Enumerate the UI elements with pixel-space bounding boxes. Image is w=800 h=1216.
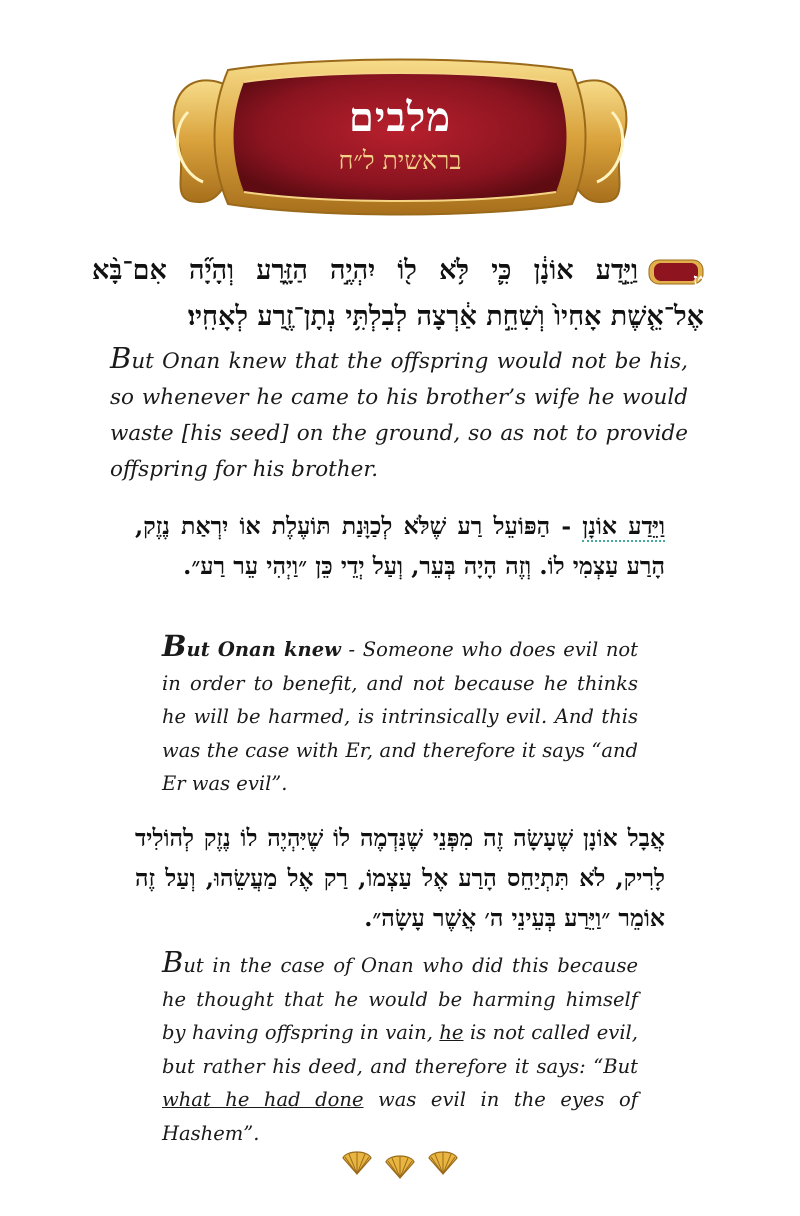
commentary-2-dropcap: B [162,945,184,979]
shell-icon [383,1152,417,1180]
hebrew-verse [92,248,704,340]
commentary-2-underlined: what he had done [162,1088,364,1111]
commentary-1-hebrew-text: - הַפּוֹעֵל רַע שֶׁלֹּא לְכַוָּנַת תּוֹעֶלֶת אוֹ יִרְאַת נֶזֶק, הָרַע עַצְמִי לוֹ. וְזֶה הָיָה בְּעֵר, וְעַל יְדֵי כֵּן ״וַיְהִי עֵר רַע״. [135,512,665,580]
verse-line-1 [92,248,704,294]
commentary-2-text-part2: is not called evil, but rather his deed, and therefore it says: “But [162,1021,638,1078]
commentary-1-english-text: - Someone who does evil not in order to benefit, and not because he thinks he will be harmed, is intrinsically evil. And this was the case with Er, and therefore it says “and Er was evil”. [162,638,638,795]
banner-subtitle: בראשית ל״ח [338,146,462,175]
commentary-1-english-lead: ut Onan knew [186,638,341,661]
banner-title: מלבים [348,94,452,141]
verse-number: ט [693,269,704,291]
english-commentary-2 [162,946,638,1150]
commentary-1-lead: וַיֵּדַע אוֹנָן [582,512,665,540]
title-banner [158,52,642,222]
hebrew-commentary-1 [135,506,665,586]
commentary-1-dropcap: B [162,629,187,663]
footer-ornament [340,1144,460,1180]
verse-translation-text: ut Onan knew that the offspring would not be his, so whenever he came to his brother’s wife he would waste [his seed] on the ground, so as not to provide offspring for his brother. [110,349,688,482]
commentary-2-text-part1: ut in the case of Onan who did this because he thought that he would be harming himself by having offspring in vain, [162,954,638,1044]
verse-line-2: אֶל־אֵ֤שֶׁת אָחִיו֙ וְשִׁחֵ֣ת אַ֔רְצָה לְבִלְתִּ֥י נְתָן־זֶ֖רַע לְאָחִֽיו׃ [188,301,704,332]
shell-icon [340,1148,374,1176]
verse-translation [110,340,688,488]
commentary-2-he: he [439,1021,464,1044]
hebrew-commentary-2: אֲבָל אוֹנָן שֶׁעָשָׂה זֶה מִפְּנֵי שֶׁנִּדְמֶה לוֹ שֶׁיִּהְיֶה לוֹ נֶזֶק לְהוֹלִיד לָרִיק, לֹא תִּתְיַחֵס הָרַע אֶל עַצְמוֹ, רַק אֶל מַעֲשֵׂהוּ, וְעַל זֶה אוֹמֵר ״וַיֵּרַע בְּעֵינֵי ה׳ אֲשֶׁר עָשָׂה״. [135,824,665,932]
commentary-2-text-part3: was evil in the eyes of Hashem”. [162,1088,638,1145]
verse-line-1-text: וַיֵּ֣דַע אוֹנָ֔ן כִּ֛י לֹּ֥א ל֖וֹ יִהְיֶ֣ה הַזָּ֑רַע וְהָיָ֞ה אִם־בָּ֨א [92,255,638,286]
verse-dropcap: B [110,341,132,375]
verse-number-badge [648,257,704,291]
shell-icon [426,1148,460,1176]
english-commentary-1 [162,630,638,801]
